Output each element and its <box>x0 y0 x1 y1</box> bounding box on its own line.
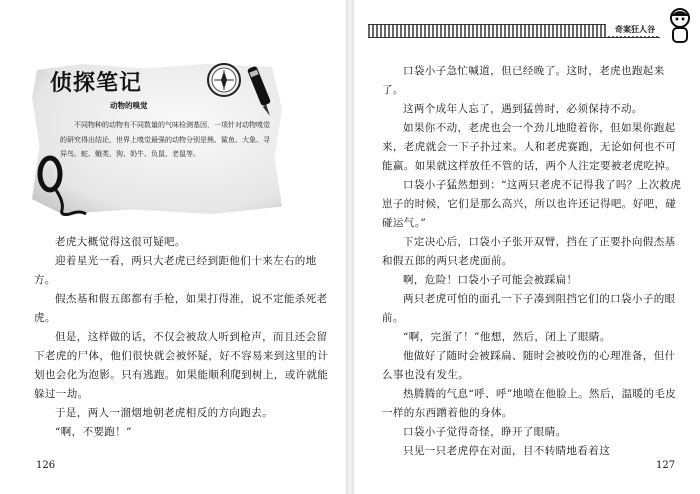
left-page-text <box>34 233 332 442</box>
mascot-icon <box>664 6 696 46</box>
paragraph: 如果你不动，老虎也会一个劲儿地瞪着你，但如果你跑起来，老虎就会一下子扑过来。人和老虎赛跑，无论如何也不可能赢。如果就这样放任不管的话，两个人注定要被老虎吃掉。 <box>382 122 677 172</box>
right-page-text <box>382 62 682 461</box>
paragraph: 迎着星光一看，两只大老虎已经到距他们十来左右的地方。 <box>34 255 317 286</box>
paragraph: 啊，危险！口袋小子可能会被踩扁！ <box>403 274 578 286</box>
paragraph: 只见一只老虎停在对面，目不转睛地看着这 <box>403 445 611 457</box>
paragraph: 两只老虎可怕的面孔一下子凑到阻挡它们的口袋小子的眼前。 <box>382 293 676 324</box>
left-page <box>0 0 346 494</box>
paragraph: 口袋小子急忙喊道，但已经晚了。这时，老虎也跑起来了。 <box>382 65 665 96</box>
paragraph: “啊，完蛋了！”他想，然后，闭上了眼睛。 <box>403 331 611 343</box>
paragraph: “啊，不要跑！” <box>55 426 132 438</box>
paragraph: 口袋小子猛然想到：“这两只老虎不记得我了吗？上次救虎崽子的时候，它们是那么高兴，所以也许还记得吧。好吧，碰碰运气。” <box>382 179 682 229</box>
note-subtitle: 动物的嗅觉 <box>110 101 148 110</box>
book-gutter <box>346 0 354 494</box>
paragraph: 下定决心后，口袋小子张开双臂，挡在了正要扑向假杰基和假五郎的两只老虎面前。 <box>382 236 676 267</box>
paragraph: 这两个成年人忘了，遇到猛兽时，必须保持不动。 <box>403 103 643 115</box>
page-number: 127 <box>656 460 676 471</box>
paragraph: 假杰基和假五郎都有手枪，如果打得准，说不定能杀死老虎。 <box>34 293 328 324</box>
compass-icon <box>206 62 242 98</box>
paragraph: 于是，两人一溜烟地朝老虎相反的方向跑去。 <box>55 407 273 419</box>
note-paragraph: 不同物种的动物有不同数量的气味检测基因，一项针对动物嗅觉的研究得出结论，世界上嗅觉最强的动物分别是熊、鲨鱼、大象、寻异鸟、蛇、蛾类、狗、奶牛、负鼠、老鼠等。 <box>60 121 270 158</box>
paragraph: 老虎大概觉得这很可疑吧。 <box>55 236 186 248</box>
paragraph: 他做好了随时会被踩扁、随时会被咬伤的心理准备，但什么事也没有发生。 <box>382 350 676 381</box>
paragraph: 热腾腾的气息“呼、呼”地喷在他脸上。然后，温暖的毛皮一样的东西蹭着他的身体。 <box>382 388 677 419</box>
pen-icon <box>244 62 278 118</box>
header-tag: 奇案狂人谷 <box>606 24 664 36</box>
paragraph: 口袋小子觉得奇怪，睁开了眼睛。 <box>403 426 567 438</box>
note-title: 侦探笔记 <box>50 71 143 96</box>
page-number: 126 <box>36 460 56 471</box>
paragraph: 但是，这样做的话，不仅会被敌人听到枪声，而且还会留下老虎的尸体，他们很快就会被怀疑，好不容易来到这里的计划也会化为泡影。只有逃跑。如果能顺利爬到树上，或许就能躲过一劫。 <box>34 331 329 400</box>
right-page <box>354 0 700 494</box>
handcuffs-icon <box>34 150 96 220</box>
